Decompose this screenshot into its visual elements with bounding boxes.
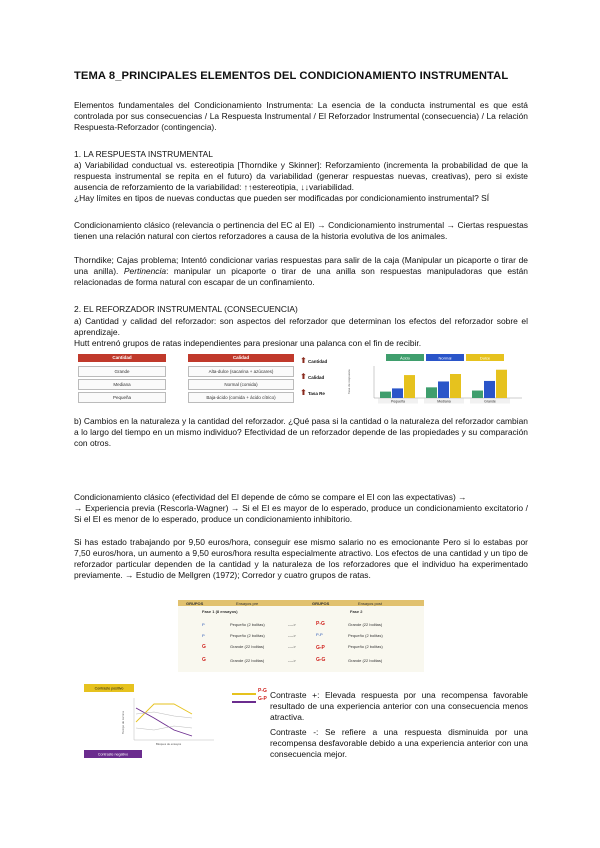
group-label: P bbox=[202, 622, 205, 627]
post-value: Pequeño (2 bolitas) bbox=[348, 633, 383, 638]
section-2-heading: 2. EL REFORZADOR INSTRUMENTAL (CONSECUENCIA) bbox=[74, 304, 298, 314]
arrow-label bbox=[300, 388, 325, 397]
arrow-text: Cantidad bbox=[307, 359, 328, 364]
arrow-text: Calidad bbox=[307, 375, 325, 380]
hutt-figure bbox=[74, 352, 528, 404]
post-value: Grande (22 bolitas) bbox=[348, 622, 383, 627]
legend-pg-label: P-G bbox=[258, 688, 267, 694]
hutt-bar-chart bbox=[344, 352, 528, 404]
bar-normal-mediana bbox=[438, 381, 449, 398]
arrow-icon: ----> bbox=[288, 658, 296, 663]
category-label: Grande bbox=[484, 399, 496, 404]
legend-gp-line bbox=[232, 701, 256, 703]
section-2-euros: Si has estado trabajando por 9,50 euros/hora, conseguir ese mismo salario no es emocionante Pero si lo estabas por 7,50 euros/hora, un aumento a 9,50 euros/hora resulta especialmente atractivo. Los efectos de una cantidad y un tipo de reforzador particular dependen de la cantidad y la naturaleza de los reforzadores que el individuo ha experimentado previamente. → Estudio de Mellgren (1972); Corredor y cuatro grupos de ratas. bbox=[74, 537, 528, 580]
thorndike-text: Thorndike; Cajas problema; Intentó condicionar varias respuestas para salir de la caja (Manipular un picaporte o tirar de una anilla). bbox=[74, 255, 528, 276]
up-arrow-icon: ⬆ bbox=[300, 388, 307, 397]
pertinencia-term: Pertinencia bbox=[123, 265, 167, 276]
group-label: G bbox=[202, 657, 206, 663]
arrow-icon: ----> bbox=[288, 622, 296, 627]
page-title: TEMA 8_PRINCIPALES ELEMENTOS DEL CONDICIONAMIENTO INSTRUMENTAL bbox=[74, 70, 509, 82]
bar-dulce-grande bbox=[496, 370, 507, 398]
contrast-figure bbox=[74, 682, 226, 762]
section-1-thorndike bbox=[74, 255, 528, 288]
intro-paragraph: Elementos fundamentales del Condicionamiento Instrumenta: La esencia de la conducta instrumental es que está controlada por sus consecuencias / La Respuesta Instrumental / El Reforzador Instrumental (consecuencia) / La relación Respuesta-Reforzador (contingencia). bbox=[74, 100, 528, 132]
section-1-point-a: a) Variabilidad conductual vs. estereotipia [Thorndike y Skinner]: Reforzamiento (incrementa la probabilidad de que la respuesta instrumental se repita en el futuro) da variabilidad (generar respuestas nuevas, creativas), pero si existe ausencia de reforzamiento de la variabilidad: ↑↑estereotipia, ↓↓variabilidad. bbox=[74, 160, 528, 192]
pre-value: Grande (22 bolitas) bbox=[230, 658, 265, 663]
bar-ácido-grande bbox=[472, 391, 483, 398]
calidad-header: Calidad bbox=[188, 354, 294, 362]
group-label: G bbox=[202, 644, 206, 650]
cantidad-header: Cantidad bbox=[78, 354, 166, 362]
section-2-hutt: Hutt entrenó grupos de ratas independientes para presionar una palanca con el fin de recibir. bbox=[74, 338, 422, 348]
up-arrow-icon: ⬆ bbox=[300, 372, 307, 381]
post-value: Grande (22 bolitas) bbox=[348, 658, 383, 663]
section-1-heading: 1. LA RESPUESTA INSTRUMENTAL bbox=[74, 149, 213, 159]
section-2-clasico: Condicionamiento clásico (efectividad del EI depende de cómo se compare el EI con las expectativas) → bbox=[74, 492, 467, 502]
calidad-row: Alta-dulce (sacarina + azúcares) bbox=[188, 366, 294, 377]
group-label: P-P bbox=[316, 632, 323, 637]
post-value: Pequeño (2 bolitas) bbox=[348, 644, 383, 649]
bar-ácido-mediana bbox=[426, 387, 437, 398]
section-2-point-a: a) Cantidad y calidad del reforzador: son aspectos del reforzador que determinan los efectos del reforzador sobre el aprendizaje. bbox=[74, 316, 528, 337]
table-header bbox=[178, 600, 424, 606]
arrow-label bbox=[300, 356, 327, 365]
section-2-point-b: b) Cambios en la naturaleza y la cantidad del reforzador. ¿Qué pasa si la cantidad o la naturaleza del reforzador cambian a lo largo del tiempo en un mismo individuo? Efectividad de un reforzador depende de las propiedades y su comparación con otros. bbox=[74, 416, 528, 448]
positive-contrast-text: Contraste +: Elevada respuesta por una recompensa favorable resultado de una experiencia anterior con una consecuencia menos atractiva. bbox=[270, 690, 528, 722]
cantidad-row: Grande bbox=[78, 366, 166, 377]
calidad-row: Normal (comida) bbox=[188, 379, 294, 390]
table-subheader: Fase 1 (8 ensayos) bbox=[202, 609, 238, 614]
bar-ácido-pequeña bbox=[380, 392, 391, 398]
contrast-line-chart bbox=[74, 682, 226, 762]
group-label: P-G bbox=[316, 621, 325, 627]
cantidad-row: Mediana bbox=[78, 379, 166, 390]
table-col-header: GRUPOS bbox=[312, 601, 330, 606]
mellgren-table bbox=[178, 600, 424, 672]
negative-contrast-label: Contraste negativo bbox=[97, 752, 129, 757]
bar-dulce-mediana bbox=[450, 374, 461, 398]
arrow-label bbox=[300, 372, 324, 381]
legend-gp-label: G-P bbox=[258, 696, 267, 702]
legend-pg-line bbox=[232, 693, 256, 695]
negative-contrast-text: Contraste -: Se refiere a una respuesta disminuida por una recompensa desfavorable debido a una experiencia anterior con una consecuencia mejor. bbox=[270, 727, 528, 759]
pre-value: Grande (22 bolitas) bbox=[230, 644, 265, 649]
bar-normal-grande bbox=[484, 381, 495, 398]
table-col-header: Ensayos post bbox=[358, 601, 383, 606]
section-1-question: ¿Hay límites en tipos de nuevas conductas que pueden ser modificadas por condicionamiento instrumental? SÍ bbox=[74, 193, 490, 203]
category-label: Pequeña bbox=[390, 399, 406, 404]
legend-label: Dulce bbox=[479, 355, 491, 361]
bar-dulce-pequeña bbox=[404, 375, 415, 398]
group-label: G-P bbox=[316, 645, 325, 651]
thorndike-text-end: : manipular un picaporte o tirar de una anilla son respuestas manipuladoras que están relacionadas de forma natural con escapar de un confinamiento. bbox=[74, 265, 528, 287]
group-label: G-G bbox=[316, 657, 326, 663]
arrow-icon: ----> bbox=[288, 633, 296, 638]
category-label: Mediana bbox=[437, 399, 451, 404]
bar-normal-pequeña bbox=[392, 388, 403, 398]
table-subheader: Fase 2 bbox=[350, 609, 363, 614]
positive-contrast-label: Contraste positivo bbox=[94, 686, 124, 691]
legend-label: Ácido bbox=[399, 355, 411, 361]
group-label: P bbox=[202, 633, 205, 638]
y-axis-label: Tasa de respuesta bbox=[347, 369, 351, 394]
section-2-previa: → Experiencia previa (Rescorla-Wagner) → Si el EI es mayor de lo esperado, produce un condicionamiento excitatorio / Si el EI es menor de lo esperado, produce un condicionamiento inhibitorio. bbox=[74, 503, 528, 524]
table-col-header: Ensayos pre bbox=[236, 601, 259, 606]
pre-value: Pequeño (2 bolitas) bbox=[230, 633, 265, 638]
arrow-icon: ----> bbox=[288, 644, 296, 649]
y-axis-label: Tiempo de carrera bbox=[121, 711, 125, 734]
table-col-header: GRUPOS bbox=[186, 601, 204, 606]
arrow-text: Tasa Re bbox=[307, 391, 325, 396]
calidad-row: Baja-ácido (comida + ácido cítrico) bbox=[188, 392, 294, 403]
section-1-clasico: Condicionamiento clásico (relevancia o pertinencia del EC al EI) → Condicionamiento instrumental → Ciertas respuestas tienen una relación natural con ciertos reforzadores a causa de la historia evolutiva de los animales. bbox=[74, 220, 528, 241]
legend-label: Normal bbox=[438, 355, 452, 361]
x-axis-label: Bloques de ensayos bbox=[156, 742, 182, 746]
up-arrow-icon: ⬆ bbox=[300, 356, 307, 365]
pre-value: Pequeño (2 bolitas) bbox=[230, 622, 265, 627]
cantidad-row: Pequeña bbox=[78, 392, 166, 403]
